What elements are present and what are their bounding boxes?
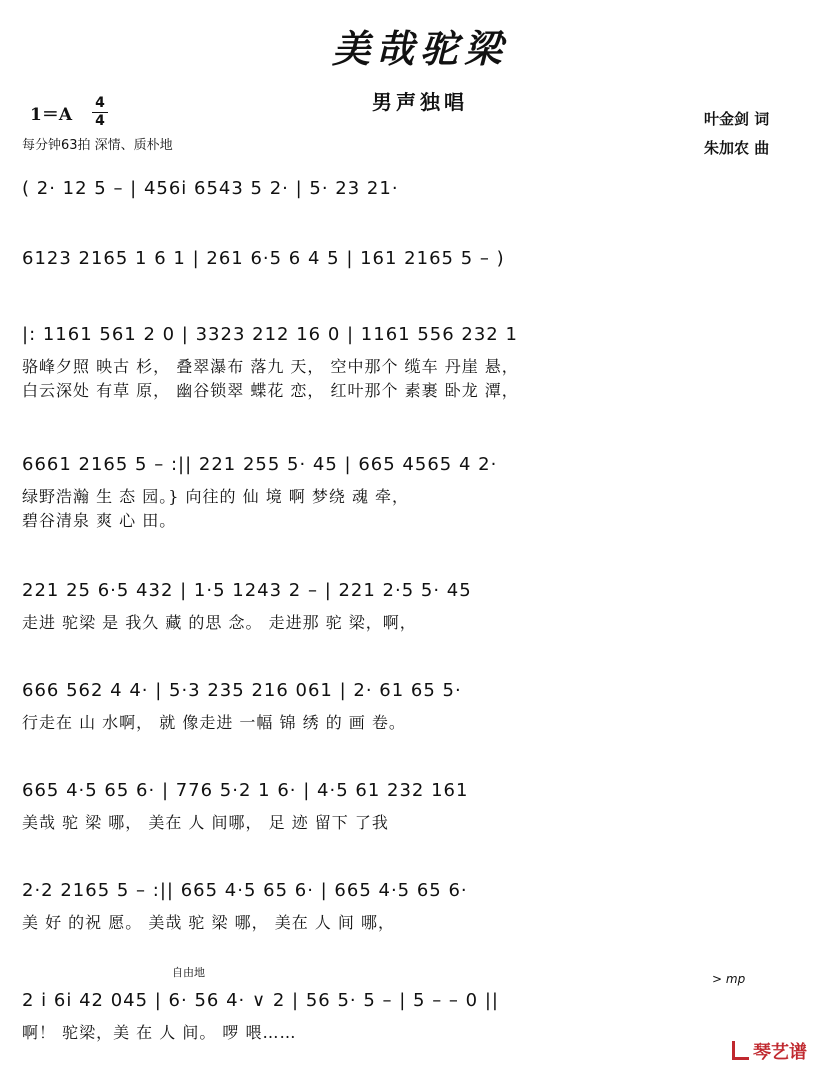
lyric-line: 绿野浩瀚 生 态 园。} 向往的 仙 境 啊 梦绕 魂 牵， (22, 487, 410, 506)
score-row (22, 880, 822, 950)
dynamic-mark (712, 972, 745, 986)
score-row (22, 454, 822, 530)
notation-line: 665 4·5 65 6· | 776 5·2 1 6· | 4·5 61 232 161 (22, 780, 469, 801)
lyric-line: 美 好 的祝 愿。 美哉 驼 梁 哪， 美在 人 间 哪， (22, 913, 395, 932)
lyric-line: 走进 驼梁 是 我久 藏 的思 念。 走进那 驼 梁，啊， (22, 613, 417, 632)
site-logo (732, 1038, 807, 1064)
notation-line: 2·2 2165 5 – :|| 665 4·5 65 6· | 665 4·5 65 6· (22, 880, 468, 901)
lyric-line: 美哉 驼 梁 哪， 美在 人 间哪， 足 迹 留下 了我 (22, 813, 389, 832)
song-title: 美哉驼梁 (331, 26, 508, 71)
score-row (22, 178, 822, 248)
meter-bottom: 4 (95, 113, 105, 129)
lyric-line: 骆峰夕照 映古 杉， 叠翠瀑布 落九 天， 空中那个 缆车 丹崖 悬， (22, 357, 519, 376)
score-row (22, 248, 822, 318)
score-row (22, 990, 822, 1060)
composer-credit: 朱加农 曲 (704, 139, 770, 157)
hairpin-icon: > (712, 972, 723, 986)
lyric-line: 白云深处 有草 原， 幽谷锁翠 蝶花 恋， 红叶那个 素裹 卧龙 潭， (22, 381, 519, 400)
free-tempo-mark: 自由地 (172, 966, 205, 979)
song-subtitle: 男声独唱 (372, 90, 468, 114)
lyric-line: 啊！ 驼梁，美 在 人 间。 啰 喂…… (22, 1023, 297, 1042)
score-row (22, 580, 822, 650)
meter-top: 4 (95, 95, 105, 111)
key-signature: 1＝A (30, 105, 73, 125)
score-row (22, 680, 822, 750)
notation-line: 2 i 6i 42 045 | 6· 56 4· ∨ 2 | 56 5· 5 – | 5 – – 0 || (22, 990, 499, 1011)
notation-line: 221 25 6·5 432 | 1·5 1243 2 – | 221 2·5 5· 45 (22, 580, 472, 601)
time-signature (92, 96, 108, 129)
lyricist-credit: 叶金剑 词 (704, 110, 770, 128)
tempo-marking: 每分钟63拍 深情、质朴地 (22, 138, 173, 153)
notation-line: 666 562 4 4· | 5·3 235 216 061 | 2· 61 65 5· (22, 680, 462, 701)
notation-line: 6661 2165 5 – :|| 221 255 5· 45 | 665 4565 4 2· (22, 454, 498, 475)
notation-line: 6123 2165 1 6 1 | 261 6·5 6 4 5 | 161 2165 5 – ) (22, 248, 505, 269)
lyric-line: 碧谷清泉 爽 心 田。 (22, 511, 177, 530)
logo-icon (732, 1041, 749, 1060)
score-row (22, 780, 822, 850)
notation-line: ( 2· 12 5 – | 456i 6543 5 2· | 5· 23 21· (22, 178, 399, 199)
score-row (22, 324, 822, 400)
lyric-line: 行走在 山 水啊， 就 像走进 一幅 锦 绣 的 画 卷。 (22, 713, 406, 732)
logo-text: 琴艺谱 (753, 1042, 807, 1063)
notation-line: |: 1161 561 2 0 | 3323 212 16 0 | 1161 556 232 1 (22, 324, 518, 345)
dynamic-text: mp (725, 972, 746, 986)
